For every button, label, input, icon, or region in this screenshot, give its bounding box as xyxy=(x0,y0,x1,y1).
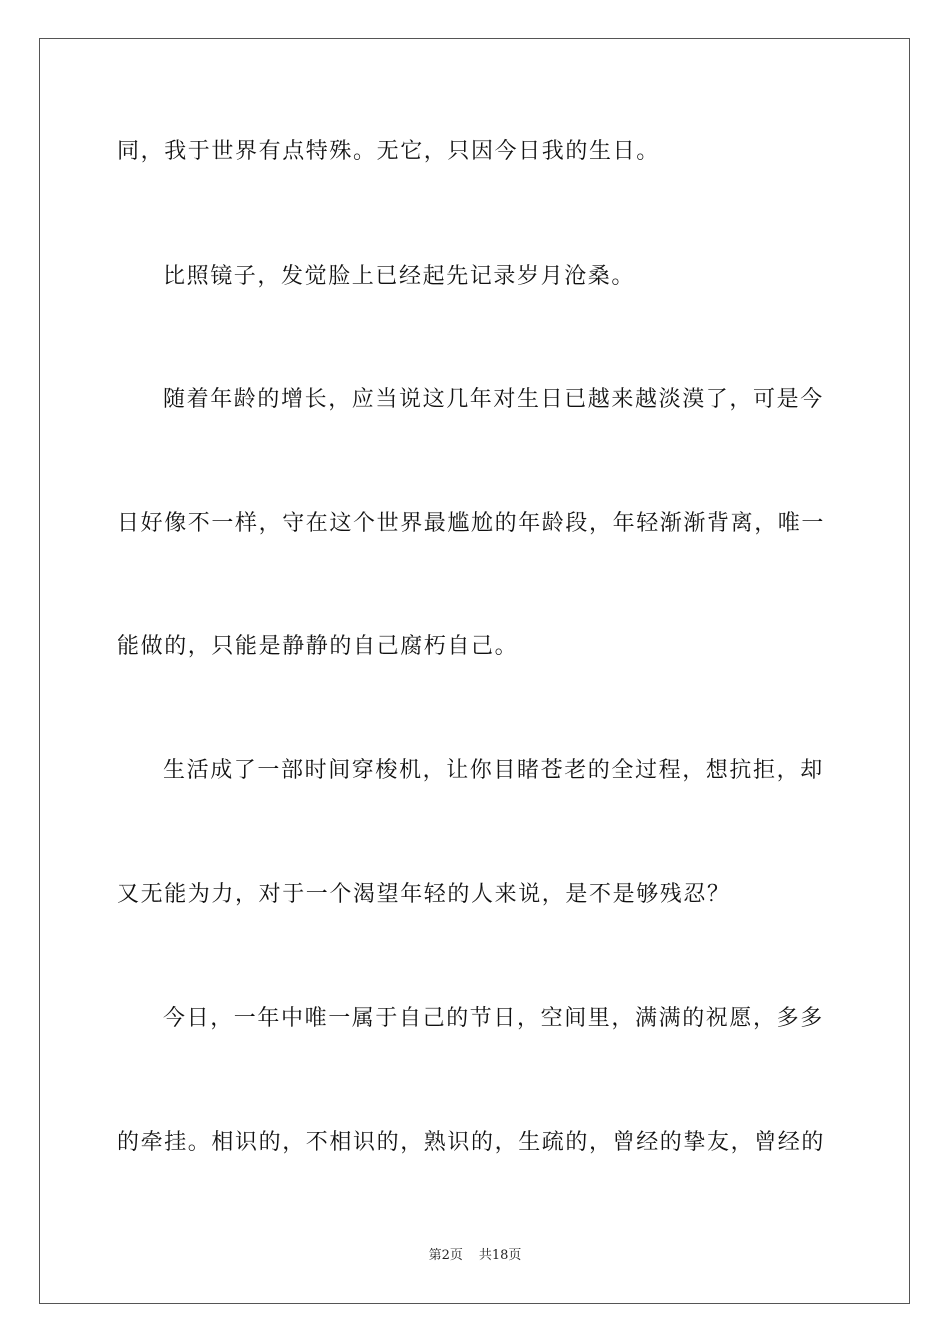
page-footer xyxy=(0,1247,950,1265)
text-line-1: 同，我于世界有点特殊。无它，只因今日我的生日。 xyxy=(117,139,660,164)
page-number: 第2页 xyxy=(428,1248,463,1263)
text-line-7: 又无能为力，对于一个渴望年轻的人来说，是不是够残忍？ xyxy=(117,882,731,907)
text-line-3: 随着年龄的增长，应当说这几年对生日已越来越淡漠了，可是今 xyxy=(163,387,824,412)
page-border xyxy=(39,38,910,1304)
text-line-2: 比照镜子，发觉脸上已经起先记录岁月沧桑。 xyxy=(163,264,636,289)
page-total: 共18页 xyxy=(478,1248,522,1263)
text-line-9: 的牵挂。相识的，不相识的，熟识的，生疏的，曾经的挚友，曾经的 xyxy=(117,1130,826,1155)
text-line-6: 生活成了一部时间穿梭机，让你目睹苍老的全过程，想抗拒，却 xyxy=(163,758,824,783)
text-line-4: 日好像不一样，守在这个世界最尴尬的年龄段，年轻渐渐背离，唯一 xyxy=(117,511,826,536)
text-line-8: 今日，一年中唯一属于自己的节日，空间里，满满的祝愿，多多 xyxy=(163,1006,824,1031)
text-line-5: 能做的，只能是静静的自己腐朽自己。 xyxy=(117,634,519,659)
